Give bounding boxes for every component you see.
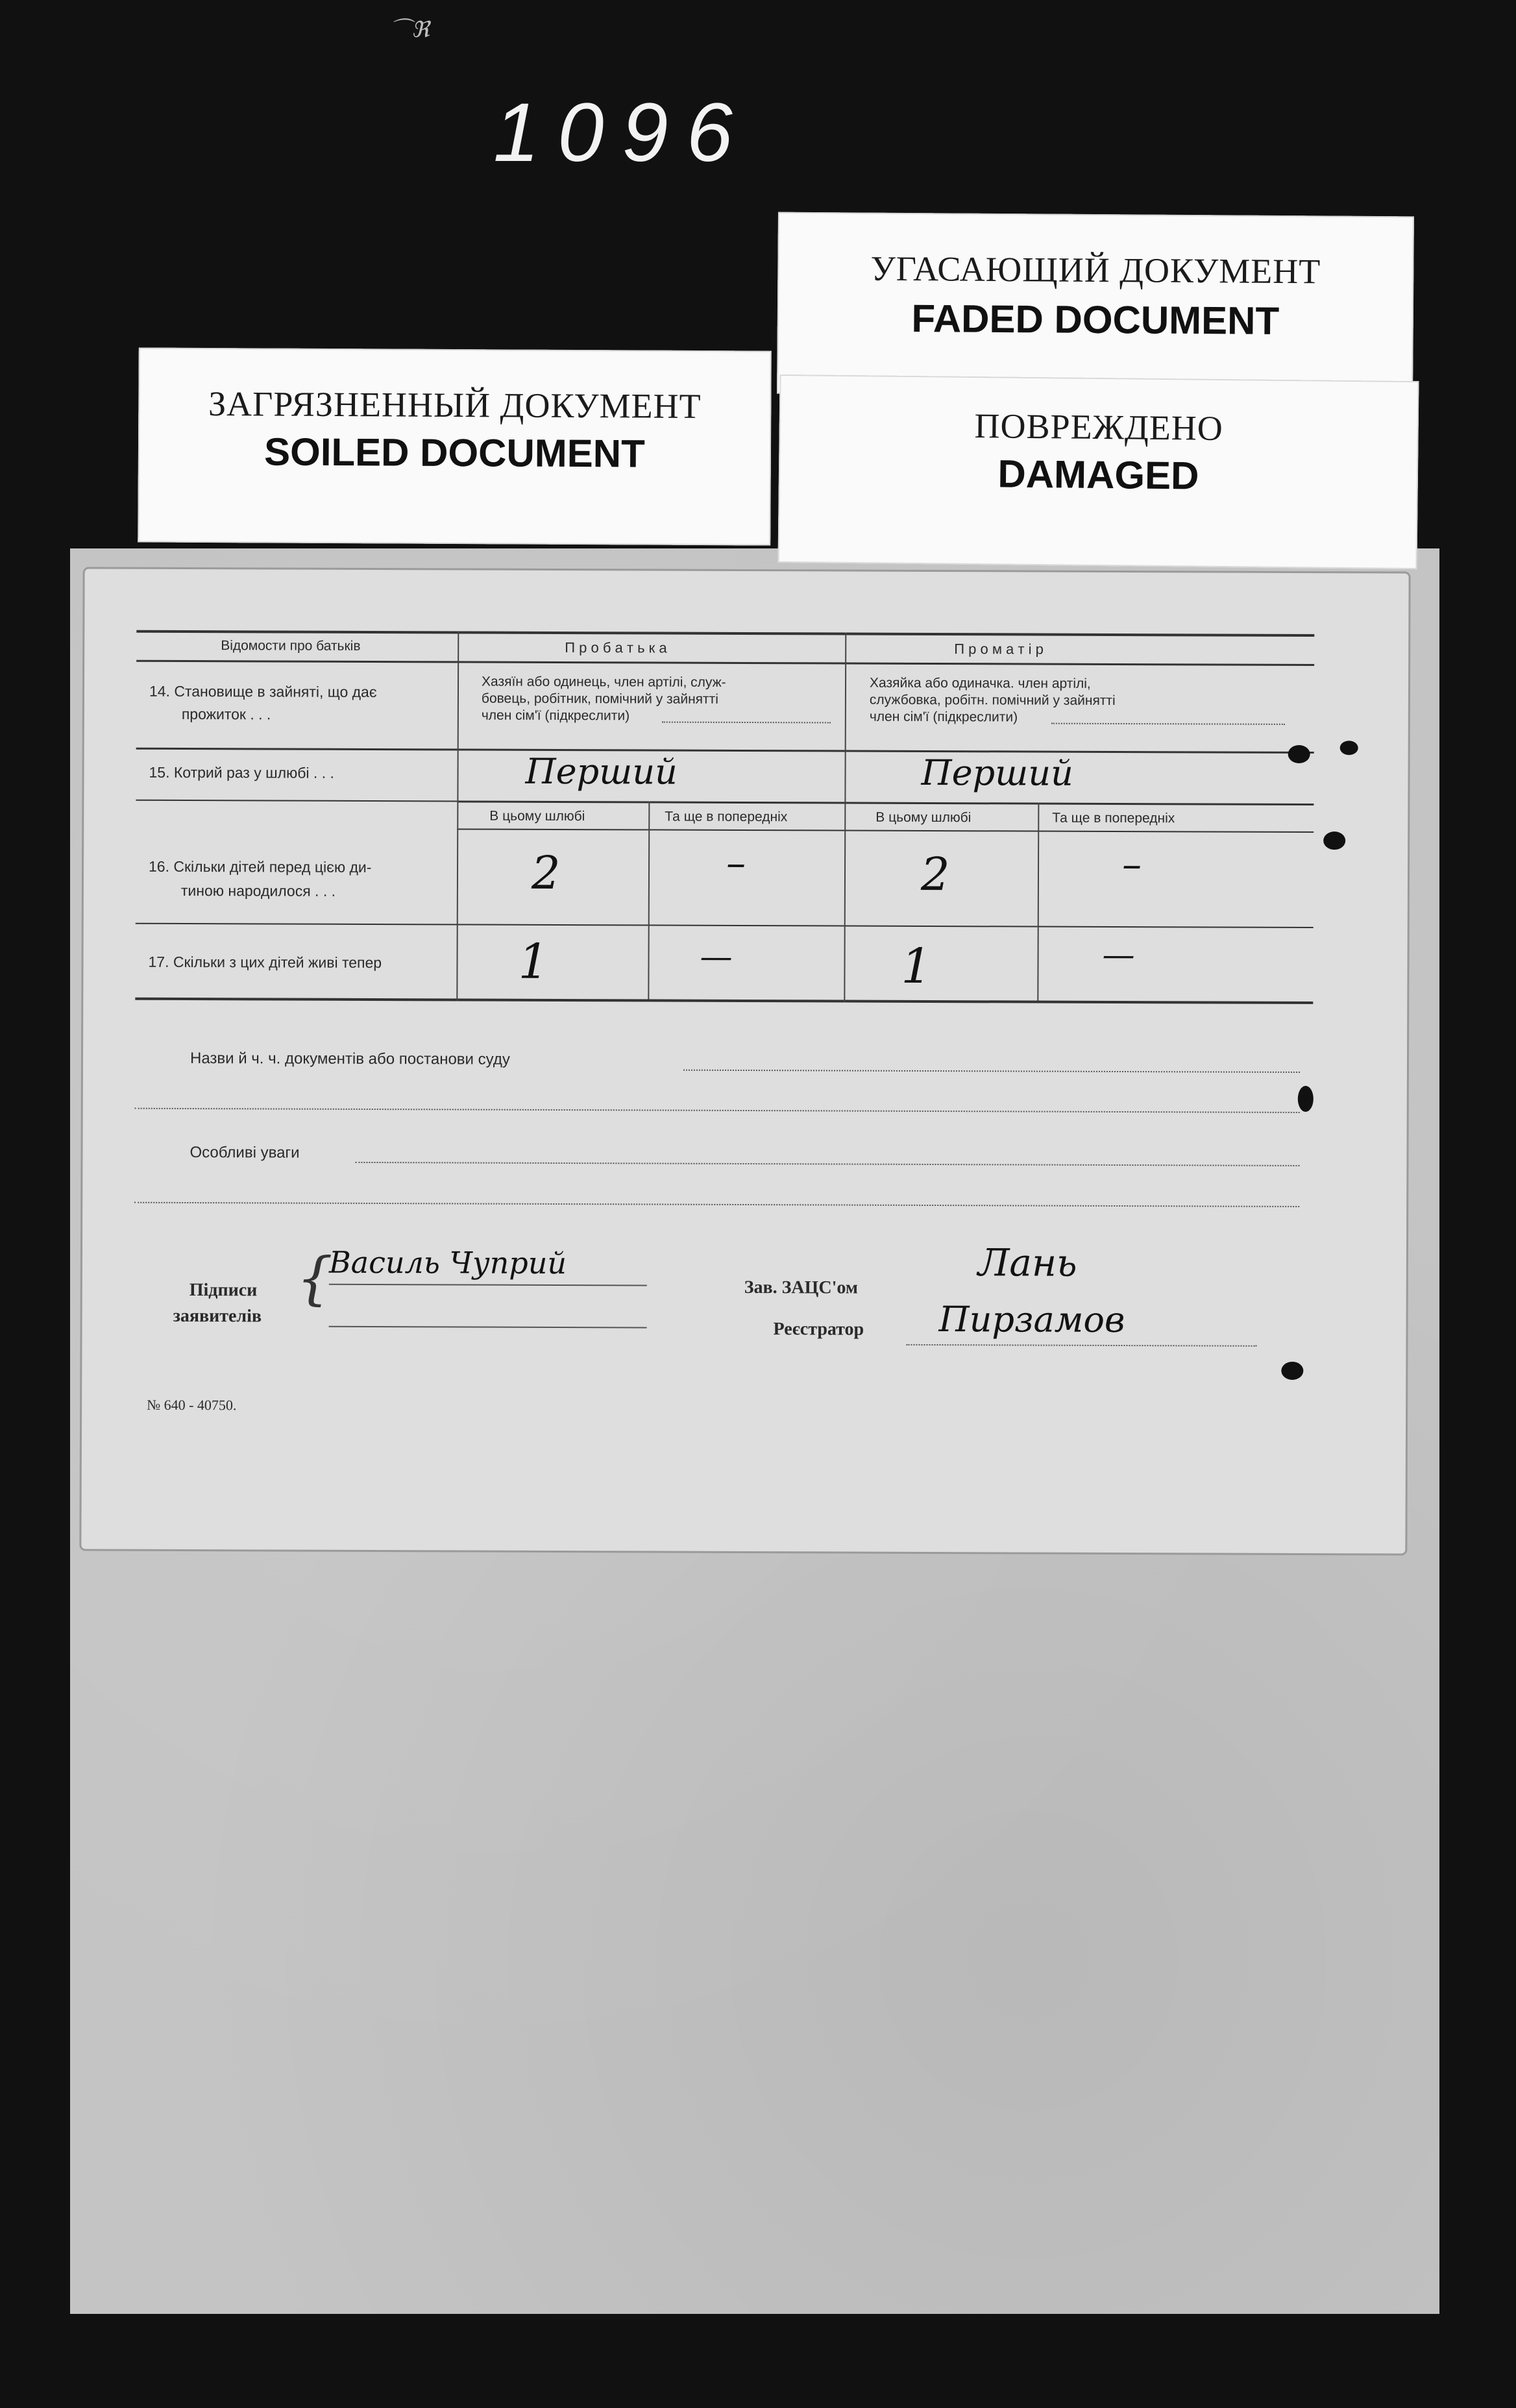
row14-father-1: Хазяїн або одинець, член артілі, служ- — [481, 674, 726, 690]
head-signature: Лань — [977, 1240, 1077, 1285]
row17-mother-this-value: 1 — [901, 938, 932, 995]
corner-mark: ⌒ℜ — [389, 18, 430, 42]
row17-label: 17. Скільки з цих дітей живі тепер — [148, 953, 382, 972]
subheader-rule — [457, 828, 1314, 833]
damaged-document-card — [778, 375, 1419, 569]
row17-father-prev-value: — — [700, 937, 733, 976]
subheader-father-prev: Та ще в попередніх — [665, 809, 788, 825]
damage-hole — [1281, 1362, 1303, 1380]
row16-father-this-value: 2 — [531, 846, 561, 900]
registrar-label: Реєстратор — [773, 1319, 864, 1340]
row14-mother-2: службовка, робітн. помічний у зайнятті — [869, 692, 1116, 708]
form-sheet — [81, 569, 1408, 1553]
row15-rule — [457, 800, 1314, 805]
documents-label: Назви й ч. ч. документів або постанови суду — [190, 1050, 510, 1068]
documents-dots-2 — [135, 1108, 1300, 1113]
header-mother: П р о м а т і р — [954, 641, 1044, 657]
head-label: Зав. ЗАЦС'ом — [744, 1277, 859, 1298]
subheader-mother-this: В цьому шлюбі — [875, 809, 972, 826]
table-top-rule — [136, 630, 1314, 637]
row16-label-1: 16. Скільки дітей перед цією ди- — [148, 857, 372, 876]
row16-mother-prev-value: – — [1121, 842, 1142, 888]
row15-label: 15. Котрий раз у шлюбі . . . — [149, 763, 334, 781]
row16-label-2: тиною народилося . . . — [180, 881, 336, 900]
header-label: Відомости про батьків — [221, 638, 361, 654]
faded-card-ru: УГАСАЮЩИЙ ДОКУМЕНТ — [870, 249, 1321, 291]
row15-rule-left — [136, 800, 457, 802]
damaged-card-en: DAMAGED — [997, 452, 1199, 498]
applicant-sig-line — [329, 1284, 647, 1286]
damaged-card-ru: ПОВРЕЖДЕНО — [974, 406, 1224, 448]
row14-mother-dots — [1051, 723, 1285, 725]
damage-hole — [1298, 1086, 1314, 1112]
damage-hole — [1340, 741, 1358, 755]
col-divider-mother — [1037, 803, 1039, 1001]
form-number: № 640 - 40750. — [147, 1396, 237, 1414]
row16-father-prev-value: – — [726, 840, 746, 887]
header-rule — [136, 660, 1314, 666]
header-father: П р о б а т ь к а — [565, 639, 667, 656]
row14-label-2: прожиток . . . — [181, 705, 271, 723]
table-bottom-rule — [135, 998, 1313, 1004]
remarks-dots-2 — [134, 1202, 1299, 1207]
soiled-document-card — [138, 347, 772, 545]
col-divider-father — [648, 801, 650, 999]
row16-rule — [136, 923, 1314, 928]
faded-card-en: FADED DOCUMENT — [911, 297, 1280, 343]
row14-father-2: бовець, робітник, помічний у зайнятті — [481, 691, 719, 707]
col-divider-1 — [456, 631, 459, 1001]
row16-mother-this-value: 2 — [920, 847, 950, 902]
applicant-sig-line-2 — [329, 1326, 647, 1329]
col-divider-2 — [844, 633, 846, 1003]
row14-father-dots — [662, 722, 831, 724]
soiled-card-en: SOILED DOCUMENT — [263, 430, 645, 476]
row15-mother-handwriting: Перший — [921, 752, 1073, 794]
documents-dots-1 — [683, 1070, 1300, 1073]
row14-rule — [136, 748, 1314, 754]
damage-hole — [1323, 831, 1345, 850]
row14-father-3: член сім'ї (підкреслити) — [481, 707, 630, 724]
row14-mother-1: Хазяйка або одиначка. член артілі, — [869, 675, 1091, 691]
remarks-dots-1 — [355, 1162, 1299, 1166]
signatures-label-2: заявителів — [173, 1305, 262, 1327]
remarks-label: Особливі уваги — [190, 1144, 300, 1162]
registrar-signature: Пирзамов — [938, 1299, 1125, 1341]
signatures-bracket: { — [296, 1244, 334, 1312]
subheader-mother-prev: Та ще в попередніх — [1052, 810, 1175, 826]
faded-document-card — [777, 212, 1414, 399]
row15-father-handwriting: Перший — [525, 750, 678, 792]
row14-label-1: 14. Становище в зайняті, що дає — [149, 682, 377, 701]
row17-father-this-value: 1 — [518, 933, 549, 990]
frame-number: 1096 — [493, 86, 751, 179]
signatures-label-1: Підписи — [189, 1280, 258, 1301]
row14-mother-3: член сім'ї (підкреслити) — [869, 709, 1018, 725]
subheader-father-this: В цьому шлюбі — [489, 808, 585, 824]
soiled-card-ru: ЗАГРЯЗНЕННЫЙ ДОКУМЕНТ — [208, 384, 702, 426]
applicant-signature: Василь Чуприй — [328, 1244, 567, 1281]
damage-hole — [1288, 745, 1310, 763]
row17-mother-prev-value: — — [1102, 935, 1135, 974]
registrar-line — [906, 1344, 1256, 1347]
